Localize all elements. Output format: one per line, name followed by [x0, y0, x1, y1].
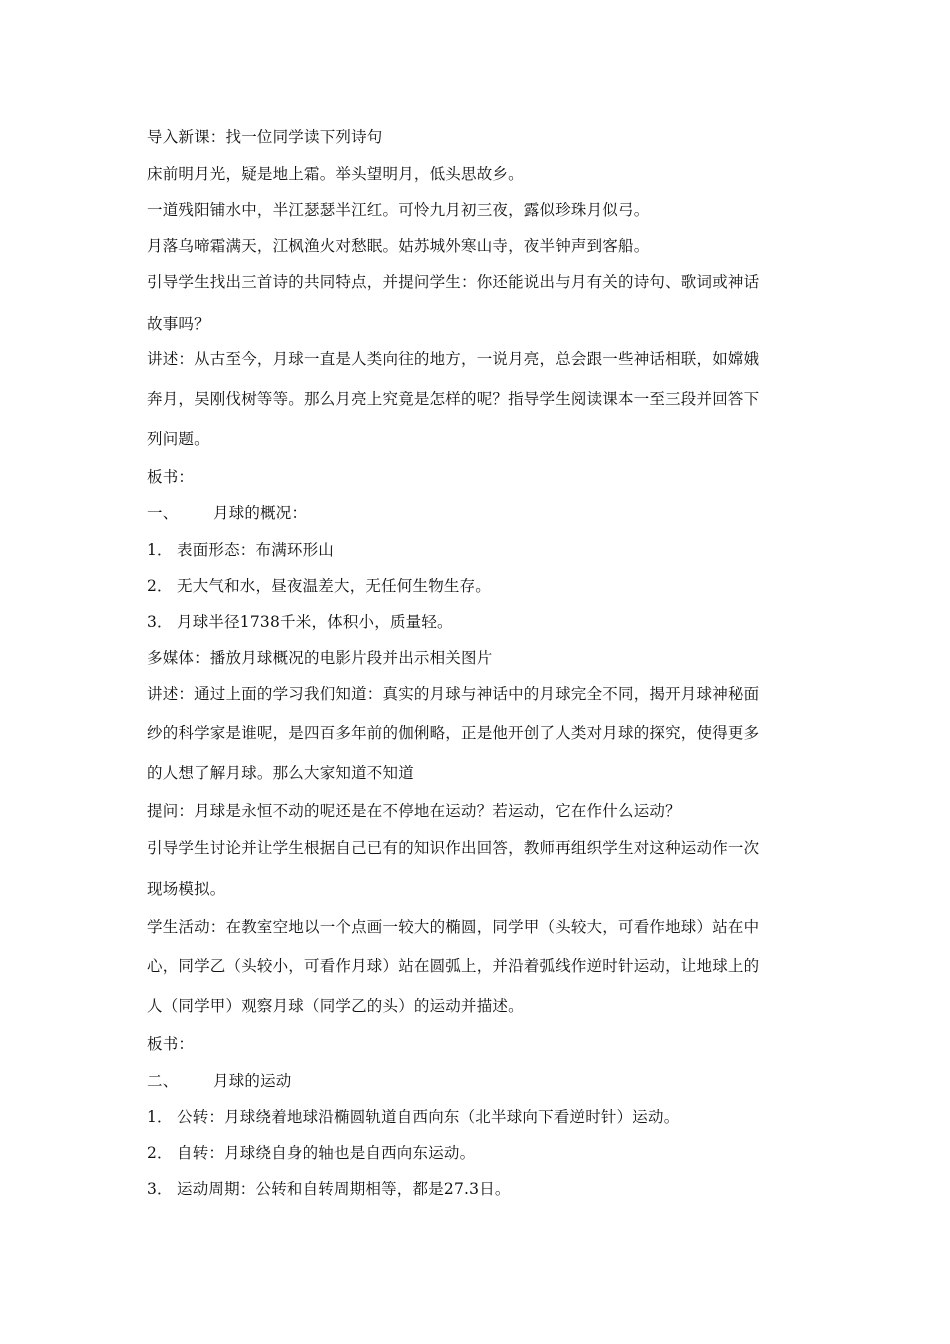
item-number: 1．	[147, 541, 173, 559]
section-2-item	[147, 1143, 827, 1163]
poem-line-1: 床前明月光，疑是地上霜。举头望明月，低头思故乡。	[147, 165, 524, 183]
item-number: 3．	[147, 613, 173, 631]
section-1-number: 一、	[147, 504, 179, 522]
poem-line-3: 月落乌啼霜满天，江枫渔火对愁眠。姑苏城外寒山寺，夜半钟声到客船。	[147, 237, 650, 255]
section-1-title: 月球的概况：	[213, 504, 308, 522]
item-text: 自转：月球绕自身的轴也是自西向东运动。	[177, 1144, 476, 1162]
paragraph-line: 心，同学乙（头较小，可看作月球）站在圆弧上，并沿着弧线作逆时针运动，让地球上的	[147, 957, 760, 975]
paragraph-line: 引导学生讨论并让学生根据自己已有的知识作出回答，教师再组织学生对这种运动作一次	[147, 839, 760, 857]
poem-line-2: 一道残阳铺水中，半江瑟瑟半江红。可怜九月初三夜，露似珍珠月似弓。	[147, 201, 650, 219]
paragraph-line: 奔月，吴刚伐树等等。那么月亮上究竟是怎样的呢？指导学生阅读课本一至三段并回答下	[147, 390, 760, 408]
item-number: 2．	[147, 577, 173, 595]
section-2-title: 月球的运动	[213, 1072, 292, 1090]
section-2-item	[147, 1179, 827, 1199]
section-2-item	[147, 1107, 827, 1127]
item-number: 1．	[147, 1108, 173, 1126]
paragraph-line: 学生活动：在教室空地以一个点画一较大的椭圆，同学甲（头较大，可看作地球）站在中	[147, 918, 760, 936]
paragraph-line: 人（同学甲）观察月球（同学乙的头）的运动并描述。	[147, 997, 524, 1015]
paragraph-line: 现场模拟。	[147, 880, 226, 898]
intro-heading: 导入新课：找一位同学读下列诗句	[147, 128, 383, 146]
section-2-number: 二、	[147, 1072, 179, 1090]
paragraph-line: 讲述：通过上面的学习我们知道：真实的月球与神话中的月球完全不同，揭开月球神秘面	[147, 685, 760, 703]
item-text: 月球半径1738千米，体积小，质量轻。	[177, 613, 453, 631]
item-text: 无大气和水，昼夜温差大，无任何生物生存。	[177, 577, 492, 595]
paragraph-line: 的人想了解月球。那么大家知道不知道	[147, 764, 414, 782]
section-1-item	[147, 540, 827, 560]
section-1-heading	[147, 503, 827, 523]
paragraph-line: 讲述：从古至今，月球一直是人类向往的地方，一说月亮，总会跟一些神话相联，如嫦娥	[147, 350, 760, 368]
section-1-item	[147, 612, 827, 632]
item-number: 2．	[147, 1144, 173, 1162]
paragraph-line: 故事吗？	[147, 315, 210, 333]
section-1-item	[147, 576, 827, 596]
section-2-heading	[147, 1071, 827, 1091]
paragraph-line: 纱的科学家是谁呢，是四百多年前的伽俐略，正是他开创了人类对月球的探究，使得更多	[147, 724, 760, 742]
board-label: 板书：	[147, 1035, 195, 1053]
paragraph-line: 列问题。	[147, 430, 210, 448]
paragraph-line: 提问：月球是永恒不动的呢还是在不停地在运动？若运动，它在作什么运动？	[147, 802, 681, 820]
item-text: 公转：月球绕着地球沿椭圆轨道自西向东（北半球向下看逆时针）运动。	[177, 1108, 680, 1126]
item-number: 3．	[147, 1180, 173, 1198]
item-text: 运动周期：公转和自转周期相等，都是27.3日。	[177, 1180, 511, 1198]
item-text: 表面形态：布满环形山	[177, 541, 335, 559]
paragraph-line: 引导学生找出三首诗的共同特点，并提问学生：你还能说出与月有关的诗句、歌词或神话	[147, 273, 760, 291]
paragraph-line: 多媒体：播放月球概况的电影片段并出示相关图片	[147, 649, 493, 667]
board-label: 板书：	[147, 468, 195, 486]
